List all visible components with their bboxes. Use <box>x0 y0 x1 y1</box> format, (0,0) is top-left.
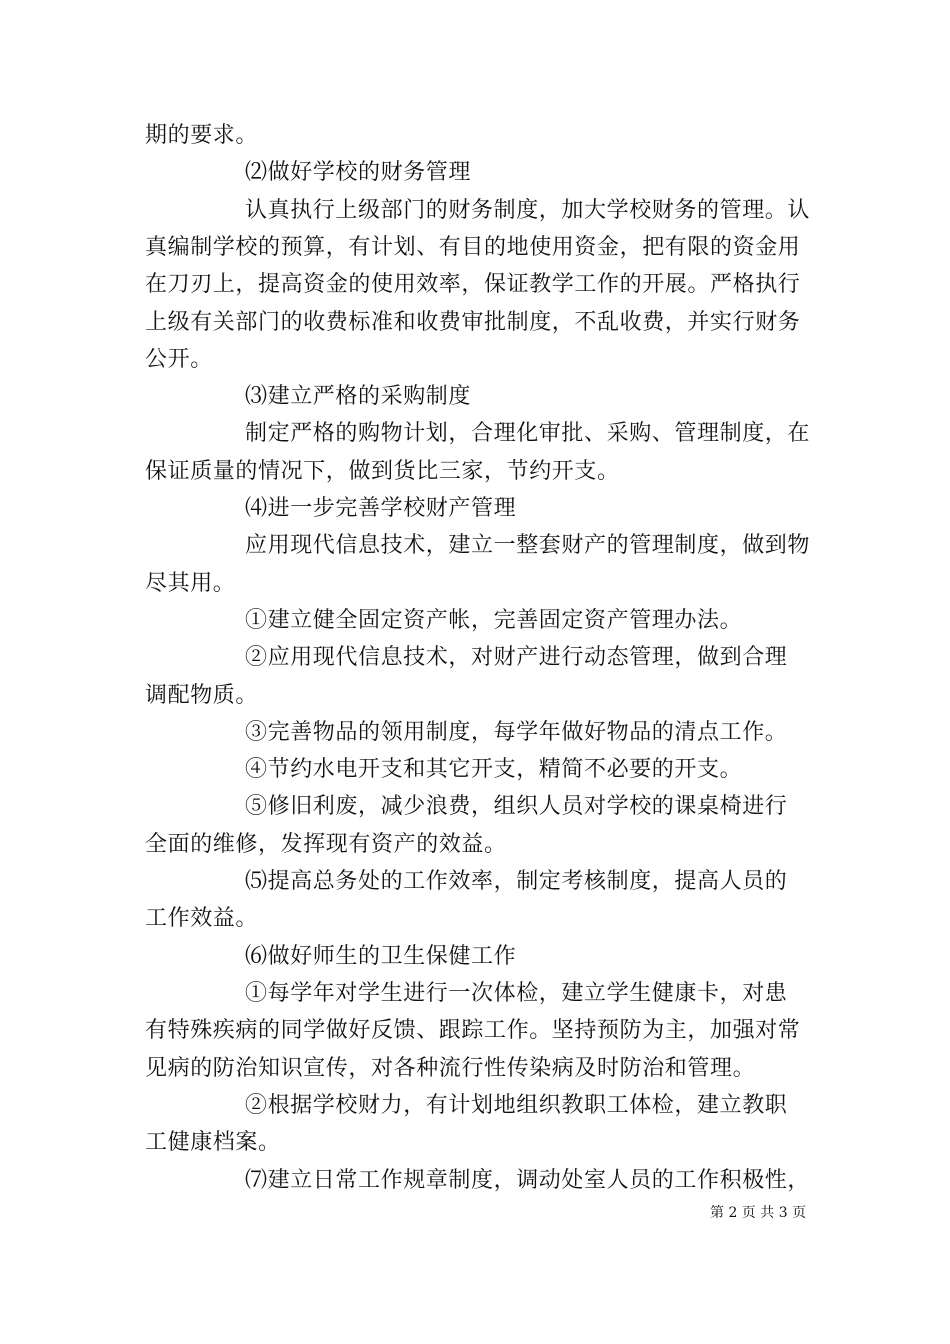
text-line: 有特殊疾病的同学做好反馈、跟踪工作。坚持预防为主，加强对常 <box>145 1018 801 1043</box>
section-heading: ⑵做好学校的财务管理 <box>245 160 472 185</box>
text-line: 工健康档案。 <box>145 1130 281 1155</box>
text-line: 认真执行上级部门的财务制度，加大学校财务的管理。认 <box>245 198 811 223</box>
page-number: 第 2 页 共 3 页 <box>710 1205 807 1221</box>
text-line: 真编制学校的预算，有计划、有目的地使用资金，把有限的资金用 <box>145 235 801 260</box>
text-line: 尽其用。 <box>145 571 236 596</box>
list-item: ③完善物品的领用制度，每学年做好物品的清点工作。 <box>245 720 788 745</box>
section-heading: ⑸提高总务处的工作效率，制定考核制度，提高人员的 <box>245 869 788 894</box>
text-line: 公开。 <box>145 347 213 372</box>
list-item: ①每学年对学生进行一次体检，建立学生健康卡，对患 <box>245 981 788 1006</box>
text-line: 在刀刃上，提高资金的使用效率，保证教学工作的开展。严格执行 <box>145 272 801 297</box>
section-heading: ⑺建立日常工作规章制度，调动处室人员的工作积极性， <box>245 1168 811 1193</box>
text-line: 上级有关部门的收费标准和收费审批制度，不乱收费，并实行财务 <box>145 310 801 335</box>
list-item: ①建立健全固定资产帐，完善固定资产管理办法。 <box>245 608 743 633</box>
list-item: ⑤修旧利废，减少浪费，组织人员对学校的课桌椅进行 <box>245 794 788 819</box>
text-line: 工作效益。 <box>145 906 259 931</box>
text-line: 应用现代信息技术，建立一整套财产的管理制度，做到物 <box>245 533 811 558</box>
text-line: 保证质量的情况下，做到货比三家，节约开支。 <box>145 459 620 484</box>
text-line: 见病的防治知识宣传，对各种流行性传染病及时防治和管理。 <box>145 1056 756 1081</box>
list-item: ②根据学校财力，有计划地组织教职工体检，建立教职 <box>245 1093 788 1118</box>
section-heading: ⑹做好师生的卫生保健工作 <box>245 944 517 969</box>
list-item: ④节约水电开支和其它开支，精简不必要的开支。 <box>245 757 743 782</box>
text-line: 全面的维修，发挥现有资产的效益。 <box>145 832 507 857</box>
section-heading: ⑷进一步完善学校财产管理 <box>245 496 517 521</box>
list-item: ②应用现代信息技术，对财产进行动态管理，做到合理 <box>245 645 788 670</box>
text-line: 期的要求。 <box>145 123 259 148</box>
section-heading: ⑶建立严格的采购制度 <box>245 384 472 409</box>
text-line: 制定严格的购物计划，合理化审批、采购、管理制度，在 <box>245 421 811 446</box>
text-line: 调配物质。 <box>145 683 259 708</box>
